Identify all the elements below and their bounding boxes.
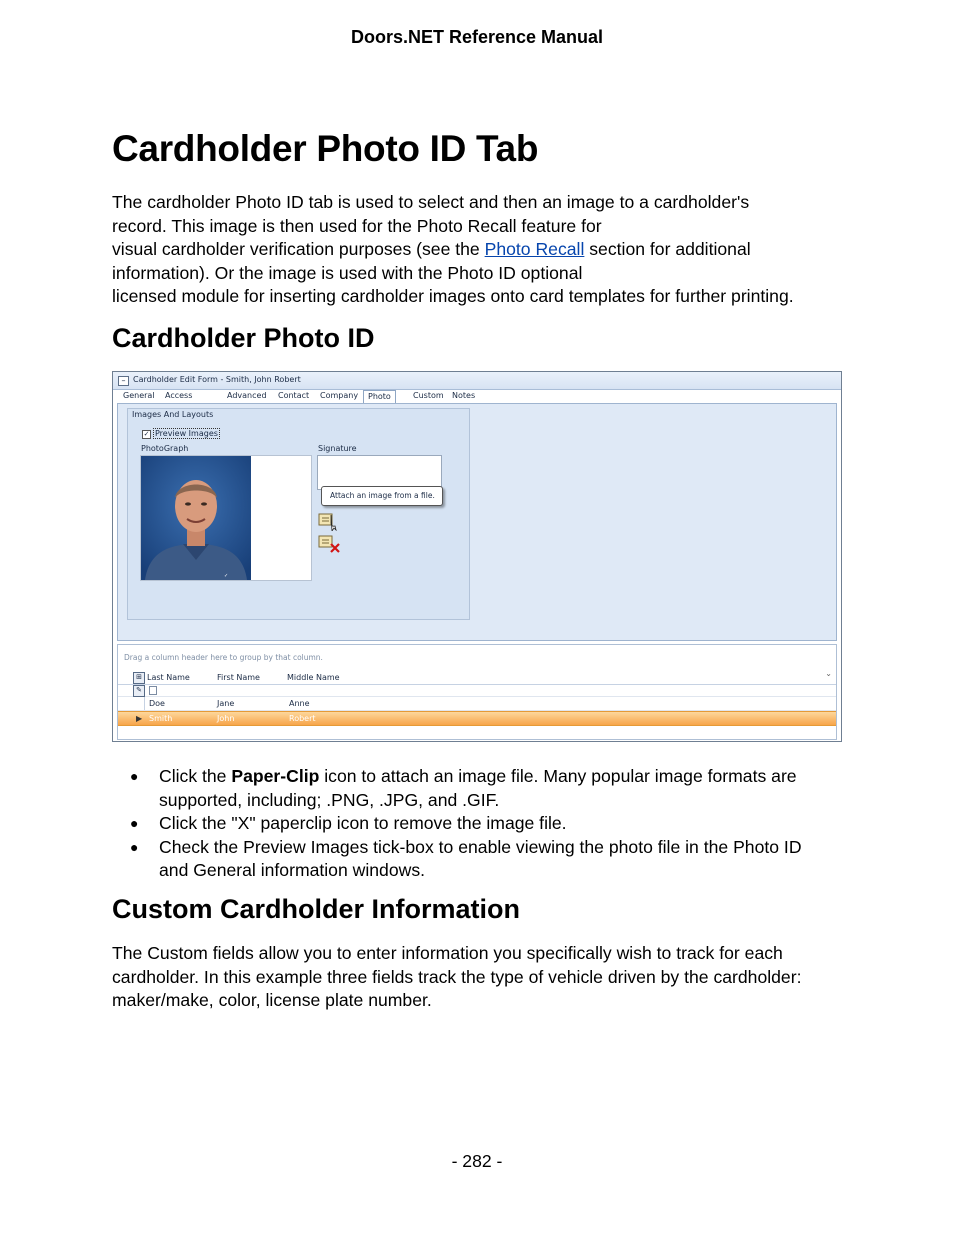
tab-access-rights[interactable]: Access [165,391,193,400]
photo-recall-link[interactable]: Photo Recall [484,239,585,259]
tab-company[interactable]: Company [320,391,359,400]
bullet-text: icon to attach an image file. Many popular image formats are [319,766,797,786]
instruction-list [130,765,850,883]
list-item [130,812,850,836]
column-header-middle-name[interactable]: Middle Name [287,673,340,682]
images-and-layouts-group [127,408,470,620]
row-pointer-icon: ▶ [136,714,143,723]
preview-images-label[interactable]: Preview Images [155,429,218,438]
paragraph-line: cardholder. In this example three fields track the type of vehicle driven by the cardholder: [112,966,802,987]
cell-first-name: John [217,714,235,723]
intro-line: record. This image is then used for the Photo Recall feature for [112,215,602,236]
collapse-icon[interactable]: – [118,376,129,386]
table-row[interactable] [118,697,836,711]
cardholder-edit-form-screenshot [112,371,842,742]
grid-filter-row [118,684,836,697]
tab-advanced[interactable]: Advanced [227,391,267,400]
paragraph-line: The Custom fields allow you to enter information you specifically wish to track for each [112,943,783,963]
custom-info-paragraph [112,942,852,1013]
bullet-text: and General information windows. [159,860,426,880]
intro-line: The cardholder Photo ID tab is used to select and then an image to a cardholder's [112,192,750,212]
group-by-hint: Drag a column header here to group by that column. [124,653,323,662]
page-title: Cardholder Photo ID Tab [112,128,539,169]
signature-label: Signature [318,444,357,453]
cardholder-photo [141,456,251,580]
running-header: Doors.NET Reference Manual [350,27,604,47]
column-chooser-icon[interactable]: ⊞ [133,672,145,684]
cell-middle-name: Robert [289,714,316,723]
grid-header-row [118,671,836,685]
bullet-text: Click the [159,766,232,786]
chevron-down-icon[interactable]: ⌄ [825,669,832,678]
intro-text: section for additional [584,239,751,259]
tab-custom[interactable]: Custom [413,391,444,400]
preview-images-checkbox[interactable]: ✓ [143,430,150,438]
svg-text:✓: ✓ [224,573,229,579]
tab-general[interactable]: General [123,391,155,400]
intro-text: visual cardholder verification purposes (see the [112,239,485,259]
section-heading-photo-id: Cardholder Photo ID [112,323,375,353]
tab-photo-id[interactable]: Photo [363,390,396,404]
list-item [130,836,850,883]
intro-line [112,238,852,262]
attach-image-tooltip: Attach an image from a file. [321,486,443,506]
intro-paragraph [112,191,852,309]
cell-last-name: Smith [149,714,173,723]
bullet-bold-text: Paper-Clip [231,766,320,786]
bullet-text: supported, including; .PNG, .JPG, and .GIF. [159,789,500,810]
row-indicator [133,697,145,710]
column-header-last-name[interactable]: Last Name [147,673,190,682]
photo-id-tab-panel [117,403,837,641]
photograph-box[interactable] [140,455,312,581]
paragraph-line: maker/make, color, license plate number. [112,990,432,1010]
list-item [130,765,850,812]
tab-contact[interactable]: Contact [278,391,310,400]
intro-line: information). Or the image is used with the Photo ID optional [112,262,583,283]
bullet-icon: ● [130,768,139,784]
photograph-label: PhotoGraph [141,444,189,453]
bullet-icon: ● [130,838,139,855]
cell-first-name: Jane [217,699,235,708]
window-title: Cardholder Edit Form - Smith, John Robert [133,375,301,384]
paperclip-attach-icon[interactable] [318,509,342,531]
cell-last-name: Doe [149,699,165,708]
bullet-text: Check the Preview Images tick-box to enable viewing the photo file in the Photo ID [159,836,802,857]
window-titlebar [113,372,841,390]
cardholder-grid [117,644,837,740]
signature-box[interactable] [317,455,442,490]
bullet-icon: ● [130,815,139,831]
group-label: Images And Layouts [132,410,214,419]
filter-icon[interactable] [149,686,157,695]
page-number: - 282 - [451,1151,503,1171]
filter-edit-icon[interactable]: ✎ [133,685,145,697]
cell-middle-name: Anne [289,699,310,708]
bullet-text: Click the "X" paperclip icon to remove the image file. [159,813,567,833]
paperclip-remove-icon[interactable] [318,533,342,553]
intro-line: licensed module for inserting cardholder images onto card templates for further printing. [112,286,794,306]
tab-notes[interactable]: Notes [452,391,476,400]
section-heading-custom-info: Custom Cardholder Information [112,894,521,924]
table-row-selected[interactable] [118,711,836,726]
column-header-first-name[interactable]: First Name [217,673,260,682]
